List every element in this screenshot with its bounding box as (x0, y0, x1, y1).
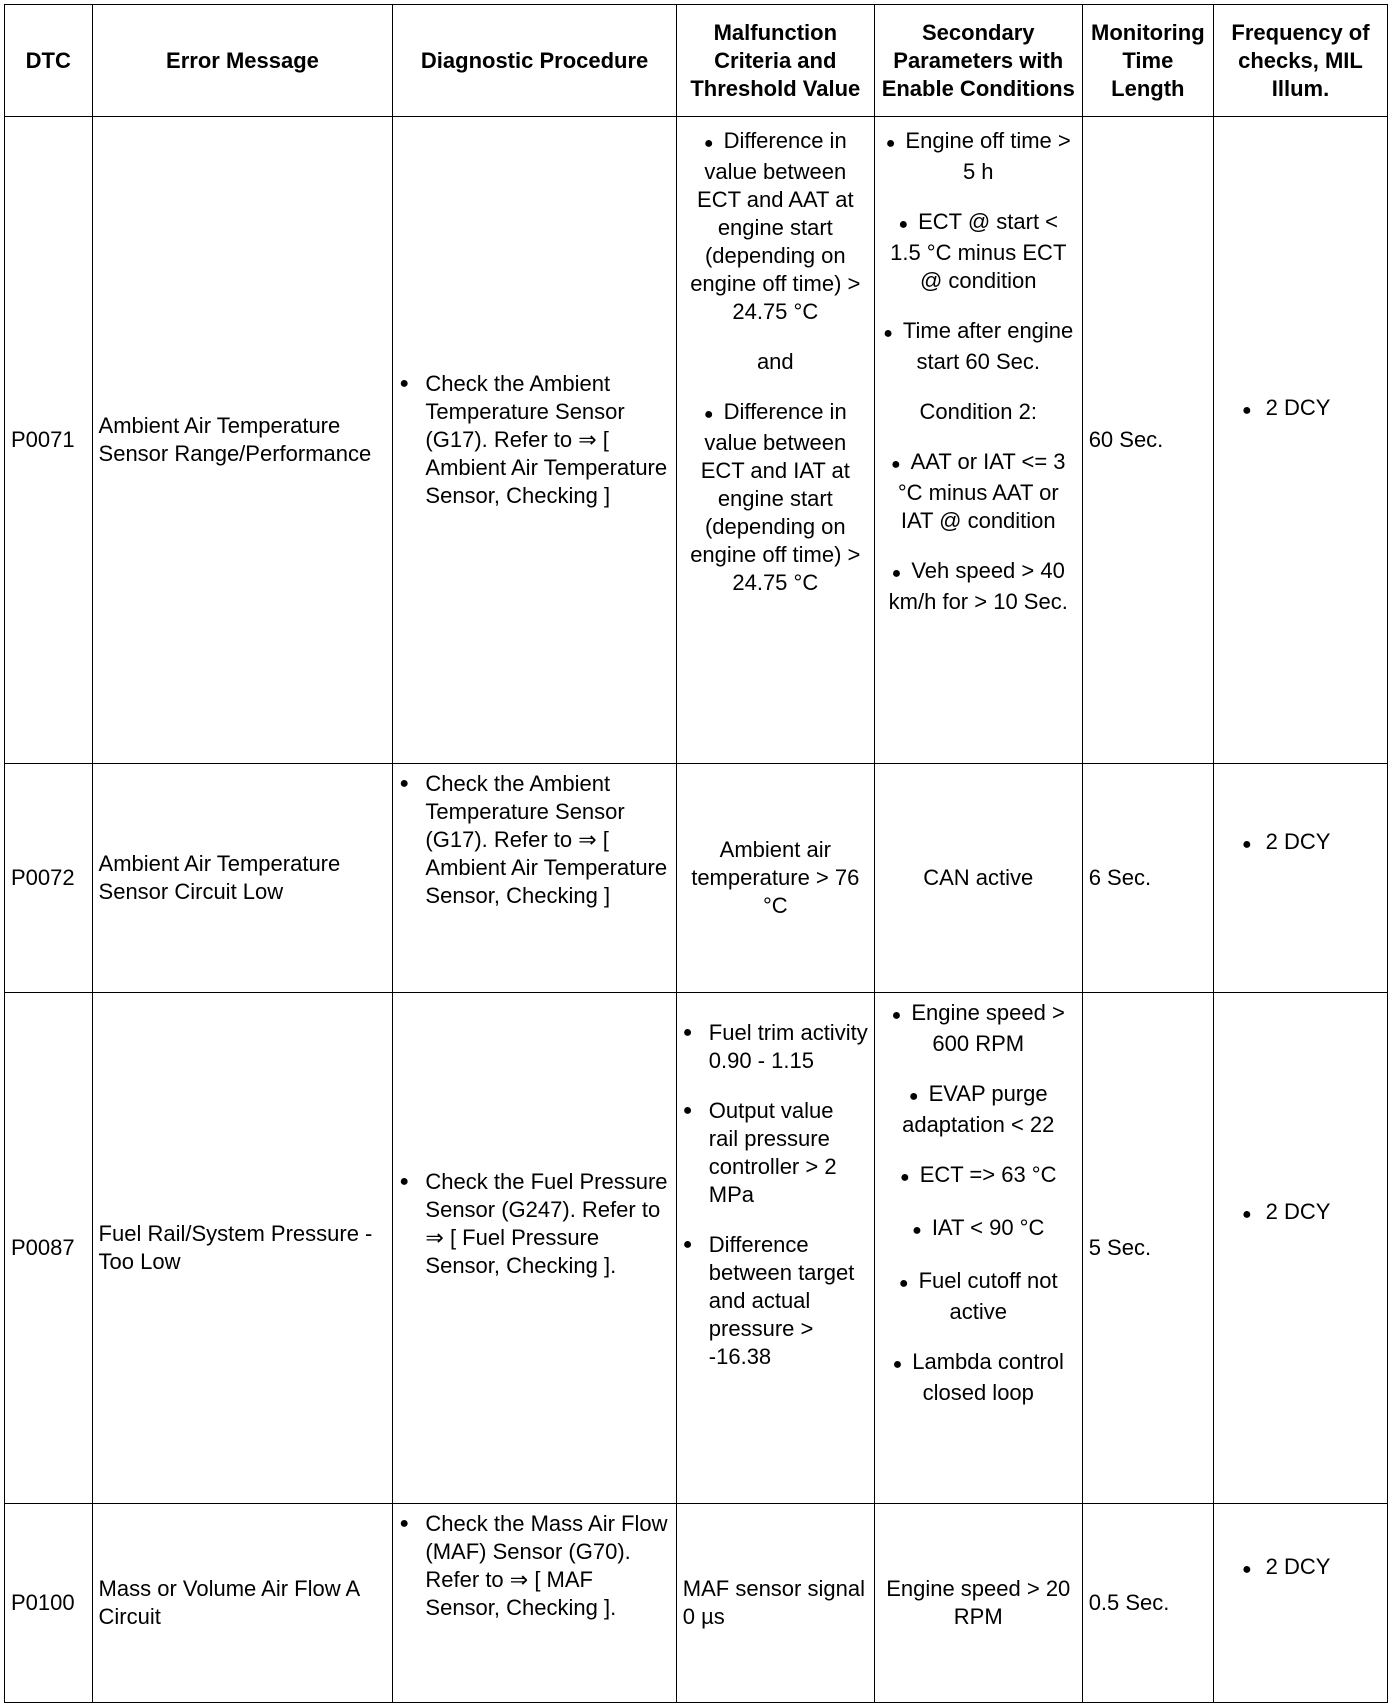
procedure-text: Check the Ambient Temperature Sensor (G17). Refer to ⇒ [ Ambient Air Temperature Sensor, Checking ] (425, 371, 668, 508)
criteria-item: Difference in value between ECT and IAT at engine start (depending on engine off time) > 24.75 °C (690, 399, 861, 595)
bullet-icon: ● (900, 1169, 910, 1186)
criteria-item: Difference between target and actual pressure > -16.38 (708, 1232, 855, 1369)
secondary-item: Engine speed > 600 RPM (911, 1000, 1065, 1056)
bullet-icon: ● (1241, 402, 1252, 419)
bullet-icon: ● (399, 1173, 410, 1190)
diagnostic-procedure (393, 1504, 676, 1703)
bullet-icon: ● (1241, 836, 1252, 853)
bullet-icon: ● (890, 456, 901, 473)
bullet-icon: ● (399, 775, 410, 792)
frequency-text: 2 DCY (1265, 395, 1331, 420)
bullet-icon: ● (891, 565, 902, 582)
criteria-item: Output value rail pressure controller > 2 MPa (708, 1098, 837, 1207)
bullet-icon: ● (892, 1356, 903, 1373)
bullet-icon: ● (682, 1236, 693, 1253)
bullet-icon: ● (891, 1007, 902, 1024)
bullet-icon: ● (703, 406, 714, 423)
header-error-message: Error Message (92, 5, 393, 117)
frequency (1213, 1504, 1387, 1703)
monitoring-time: 5 Sec. (1082, 993, 1213, 1504)
monitoring-time: 60 Sec. (1082, 117, 1213, 764)
monitoring-time: 0.5 Sec. (1082, 1504, 1213, 1703)
header-malfunction-criteria: Malfunction Criteria and Threshold Value (676, 5, 874, 117)
criteria-item: Difference in value between ECT and AAT at engine start (depending on engine off time) > 24.75 °C (690, 128, 861, 324)
secondary-item: ECT => 63 °C (919, 1162, 1057, 1187)
bullet-icon: ● (399, 1515, 410, 1532)
diagnostic-procedure (393, 993, 676, 1504)
bullet-icon: ● (898, 1275, 909, 1292)
criteria-joiner: and (756, 349, 794, 374)
frequency (1213, 993, 1387, 1504)
secondary-item: ECT @ start < 1.5 °C minus ECT @ condition (890, 209, 1067, 293)
table-row (5, 1504, 1388, 1703)
dtc-code: P0100 (5, 1504, 93, 1703)
bullet-icon: ● (703, 135, 714, 152)
error-message: Ambient Air Temperature Sensor Circuit Low (92, 764, 393, 993)
secondary-item: IAT < 90 °C (931, 1215, 1045, 1240)
bullet-icon: ● (908, 1088, 919, 1105)
dtc-code: P0072 (5, 764, 93, 993)
header-diagnostic-procedure: Diagnostic Procedure (393, 5, 676, 117)
frequency-text: 2 DCY (1265, 1199, 1331, 1224)
table-row (5, 993, 1388, 1504)
header-secondary-parameters: Secondary Parameters with Enable Conditions (874, 5, 1082, 117)
malfunction-criteria: MAF sensor signal 0 µs (676, 1504, 874, 1703)
secondary-item: AAT or IAT <= 3 °C minus AAT or IAT @ condition (897, 449, 1066, 533)
error-message: Mass or Volume Air Flow A Circuit (92, 1504, 393, 1703)
secondary-item: Time after engine start 60 Sec. (902, 318, 1074, 374)
bullet-icon: ● (912, 1222, 922, 1239)
secondary-item: Lambda control closed loop (912, 1349, 1064, 1405)
diagnostic-procedure (393, 764, 676, 993)
secondary-item: EVAP purge adaptation < 22 (902, 1081, 1055, 1137)
frequency (1213, 764, 1387, 993)
bullet-icon: ● (898, 216, 909, 233)
secondary-parameters: Engine speed > 20 RPM (874, 1504, 1082, 1703)
frequency-text: 2 DCY (1265, 1554, 1331, 1579)
frequency (1213, 117, 1387, 764)
secondary-parameters: CAN active (874, 764, 1082, 993)
monitoring-time: 6 Sec. (1082, 764, 1213, 993)
malfunction-criteria: Ambient air temperature > 76 °C (676, 764, 874, 993)
secondary-item: Engine off time > 5 h (905, 128, 1071, 184)
bullet-icon: ● (1241, 1206, 1252, 1223)
secondary-parameters (874, 993, 1082, 1504)
malfunction-criteria (676, 117, 874, 764)
condition-label: Condition 2: (919, 399, 1037, 424)
procedure-text: Check the Fuel Pressure Sensor (G247). Refer to ⇒ [ Fuel Pressure Sensor, Checking ]. (425, 1169, 668, 1278)
bullet-icon: ● (682, 1102, 693, 1119)
bullet-icon: ● (399, 375, 410, 392)
frequency-text: 2 DCY (1265, 829, 1331, 854)
table-row (5, 117, 1388, 764)
error-message: Fuel Rail/System Pressure - Too Low (92, 993, 393, 1504)
criteria-item: Fuel trim activity 0.90 - 1.15 (708, 1020, 868, 1073)
header-monitoring-time: Monitoring Time Length (1082, 5, 1213, 117)
bullet-icon: ● (885, 135, 896, 152)
secondary-item: Veh speed > 40 km/h for > 10 Sec. (888, 558, 1068, 614)
malfunction-criteria (676, 993, 874, 1504)
header-dtc: DTC (5, 5, 93, 117)
procedure-text: Check the Mass Air Flow (MAF) Sensor (G70). Refer to ⇒ [ MAF Sensor, Checking ]. (425, 1511, 668, 1620)
procedure-text: Check the Ambient Temperature Sensor (G17). Refer to ⇒ [ Ambient Air Temperature Sensor, Checking ] (425, 771, 668, 908)
dtc-code: P0071 (5, 117, 93, 764)
header-frequency: Frequency of checks, MIL Illum. (1213, 5, 1387, 117)
header-row (5, 5, 1388, 117)
bullet-icon: ● (883, 325, 893, 342)
bullet-icon: ● (1241, 1561, 1252, 1578)
dtc-table (4, 4, 1388, 1703)
secondary-item: Fuel cutoff not active (918, 1268, 1058, 1324)
dtc-code: P0087 (5, 993, 93, 1504)
error-message: Ambient Air Temperature Sensor Range/Performance (92, 117, 393, 764)
diagnostic-procedure (393, 117, 676, 764)
secondary-parameters (874, 117, 1082, 764)
table-row (5, 764, 1388, 993)
bullet-icon: ● (682, 1024, 693, 1041)
